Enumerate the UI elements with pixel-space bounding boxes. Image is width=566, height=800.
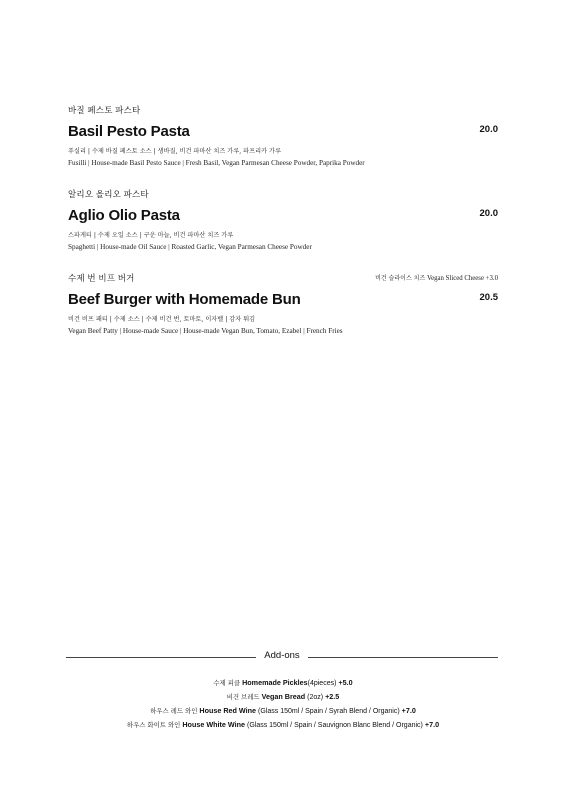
item-korean-title: 알리오 올리오 파스타 bbox=[68, 189, 149, 199]
item-english-description: Vegan Beef Patty | House-made Sauce | House-made Vegan Bun, Tomato, Ezabel | French Fries bbox=[68, 327, 343, 335]
menu-item-beef-burger bbox=[68, 272, 498, 336]
menu-item-aglio-olio bbox=[68, 188, 498, 252]
item-korean-description: 푸실리 | 수제 바질 페스토 소스 | 생바질, 비건 파마산 치즈 가루, 파프리카 가루 bbox=[68, 148, 281, 155]
addon-item bbox=[0, 690, 566, 704]
item-english-title: Beef Burger with Homemade Bun bbox=[68, 291, 301, 308]
addon-item bbox=[0, 704, 566, 718]
addons-list bbox=[0, 676, 566, 732]
addon-korean: 하우스 화이트 와인 bbox=[126, 721, 181, 729]
option-english: Vegan Sliced Cheese +3.0 bbox=[426, 275, 498, 282]
divider-right bbox=[308, 657, 498, 658]
item-price: 20.0 bbox=[479, 208, 498, 219]
addon-price: +7.0 bbox=[424, 720, 440, 729]
item-english-title: Basil Pesto Pasta bbox=[68, 123, 190, 140]
addon-extra: (Glass 150ml / Spain / Syrah Blend / Organic) bbox=[258, 708, 400, 715]
addon-extra: (2oz) bbox=[307, 694, 324, 701]
addon-korean: 수제 피클 bbox=[213, 679, 241, 687]
addon-extra: (Glass 150ml / Spain / Sauvignon Blanc Blend / Organic) bbox=[247, 722, 423, 729]
addon-item bbox=[0, 676, 566, 690]
addon-english: House White Wine bbox=[182, 720, 245, 729]
addon-item bbox=[0, 718, 566, 732]
item-korean-title: 바질 페스토 파스타 bbox=[68, 105, 141, 115]
item-price: 20.0 bbox=[479, 124, 498, 135]
item-english-description: Fusilli | House-made Basil Pesto Sauce | Fresh Basil, Vegan Parmesan Cheese Powder, Paprika Powder bbox=[68, 159, 365, 167]
addon-price: +2.5 bbox=[325, 692, 340, 701]
addon-extra: (4pieces) bbox=[307, 680, 337, 687]
item-english-description: Spaghetti | House-made Oil Sauce | Roasted Garlic, Vegan Parmesan Cheese Powder bbox=[68, 243, 312, 251]
addon-english: House Red Wine bbox=[199, 706, 257, 715]
addons-heading: Add-ons bbox=[264, 650, 300, 661]
addon-english: Homemade Pickles bbox=[242, 678, 308, 687]
addon-english: Vegan Bread bbox=[261, 692, 306, 701]
addon-price: +5.0 bbox=[338, 678, 353, 687]
addons-header bbox=[66, 650, 498, 664]
addon-korean: 비건 브레드 bbox=[226, 693, 260, 701]
item-english-title: Aglio Olio Pasta bbox=[68, 207, 180, 224]
addon-korean: 하우스 레드 와인 bbox=[150, 707, 198, 715]
item-korean-description: 스파게티 | 수제 오일 소스 | 구운 마늘, 비건 파마산 치즈 가루 bbox=[68, 232, 234, 239]
addon-price: +7.0 bbox=[401, 706, 416, 715]
item-option bbox=[375, 273, 498, 282]
option-korean: 비건 슬라이스 치즈 bbox=[375, 275, 426, 282]
item-price: 20.5 bbox=[479, 292, 498, 303]
item-korean-description: 비건 비프 패티 | 수제 소스 | 수제 비건 번, 토마토, 이자벨 | 감자 튀김 bbox=[68, 316, 256, 323]
menu-item-basil-pesto bbox=[68, 104, 498, 168]
item-korean-title: 수제 번 비프 버거 bbox=[68, 273, 135, 283]
